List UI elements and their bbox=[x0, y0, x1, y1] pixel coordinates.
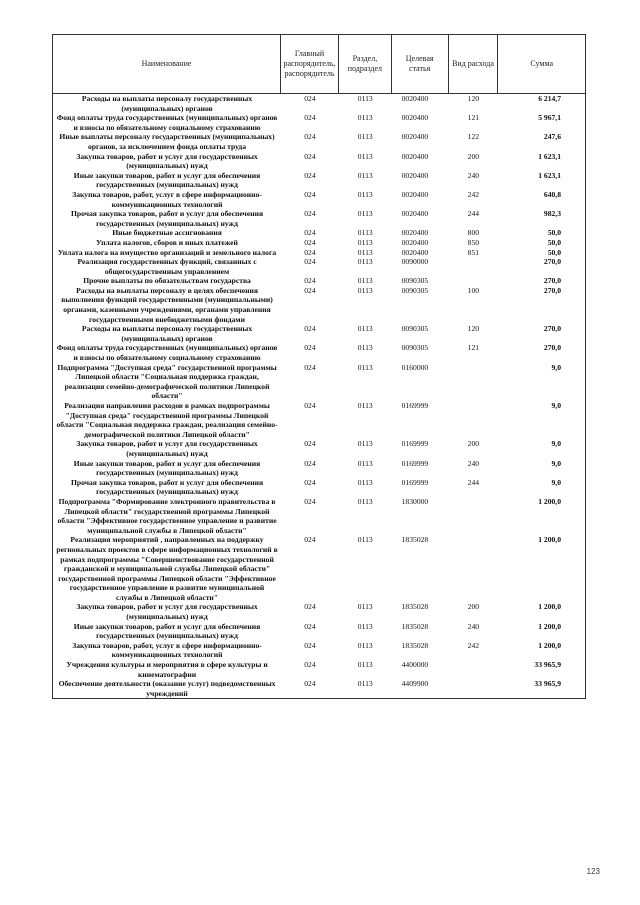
table-row bbox=[53, 113, 585, 132]
cell-gl: 024 bbox=[304, 276, 316, 286]
cell-vr: 240 bbox=[467, 621, 480, 631]
table-row bbox=[53, 459, 585, 478]
cell-rz: 0113 bbox=[357, 640, 373, 650]
cell-name: Обеспечение деятельности (оказание услуг) подведомственных учреждений bbox=[58, 679, 276, 698]
cell-vr bbox=[448, 535, 498, 602]
cell-vr: 242 bbox=[467, 189, 480, 199]
cell-rz: 0113 bbox=[357, 113, 373, 123]
cell-name: Реализация мероприятий , направленных на поддержку региональных проектов в сфере информационных технологий в рамках подпрограммы "Совершенствование государственной гражданской и муниципальной службы Липецкой области" государственной программы Липецкой области "Эффективное государственное управление и развитие муниципальной службы в Липецкой области" bbox=[56, 535, 278, 602]
cell-gl: 024 bbox=[304, 237, 316, 247]
cell-gl: 024 bbox=[304, 602, 316, 612]
cell-gl: 024 bbox=[304, 170, 316, 180]
cell-rz: 0113 bbox=[357, 276, 373, 286]
cell-sum: 640,8 bbox=[543, 189, 561, 199]
cell-vr: 244 bbox=[467, 477, 480, 487]
cell-sum: 9,0 bbox=[551, 458, 561, 468]
cell-name: Закупка товаров, работ, услуг в сфере информационно-коммуникационных технологий bbox=[72, 189, 262, 209]
cell-cs: 0020400 bbox=[401, 237, 429, 247]
cell-cs: 0160000 bbox=[401, 362, 429, 372]
cell-cs: 1835028 bbox=[401, 640, 429, 650]
cell-vr: 242 bbox=[467, 640, 480, 650]
cell-gl: 024 bbox=[304, 113, 316, 123]
cell-name: Уплата налога на имущество организаций и земельного налога bbox=[57, 247, 277, 257]
cell-rz: 0113 bbox=[357, 401, 373, 410]
cell-sum: 9,0 bbox=[551, 362, 561, 372]
cell-sum: 50,0 bbox=[547, 228, 561, 238]
page-number: 123 bbox=[586, 867, 600, 876]
budget-table bbox=[52, 34, 586, 699]
cell-sum: 1 623,1 bbox=[538, 151, 561, 161]
cell-sum: 9,0 bbox=[551, 439, 561, 449]
header-name: Наименование bbox=[53, 35, 281, 93]
table-row bbox=[53, 209, 585, 228]
cell-sum: 6 214,7 bbox=[538, 94, 561, 103]
cell-name: Прочая закупка товаров, работ и услуг для обеспечения государственных (муниципальных) нужд bbox=[70, 209, 264, 228]
cell-vr: 200 bbox=[467, 602, 480, 612]
table-row bbox=[53, 622, 585, 641]
cell-sum: 247,6 bbox=[543, 132, 561, 142]
cell-vr: 100 bbox=[467, 285, 480, 295]
table-row bbox=[53, 401, 585, 439]
cell-name: Закупка товаров, работ, услуг в сфере информационно-коммуникационных технологий bbox=[72, 640, 262, 660]
header-glavny: Главный распорядитель, распорядитель bbox=[281, 35, 339, 93]
cell-rz: 0113 bbox=[357, 660, 373, 670]
table-row bbox=[53, 535, 585, 602]
cell-gl: 024 bbox=[304, 228, 316, 238]
table-row bbox=[53, 276, 585, 286]
cell-cs: 0020400 bbox=[401, 228, 429, 238]
cell-rz: 0113 bbox=[357, 458, 373, 468]
cell-name: Подпрограмма "Доступная среда" государственной программы Липецкой области "Социальная поддержка граждан, реализация семейно-демографической политики Липецкой области" bbox=[57, 362, 277, 401]
cell-gl: 024 bbox=[304, 679, 316, 689]
table-row bbox=[53, 497, 585, 535]
cell-rz: 0113 bbox=[357, 132, 373, 142]
table-header bbox=[53, 35, 585, 94]
cell-name: Уплата налогов, сборов и иных платежей bbox=[96, 237, 238, 247]
cell-cs: 1835028 bbox=[401, 602, 429, 612]
cell-cs: 0090305 bbox=[401, 285, 429, 295]
cell-cs: 4409900 bbox=[401, 679, 429, 689]
table-row bbox=[53, 248, 585, 258]
cell-vr: 200 bbox=[467, 439, 480, 449]
table-row bbox=[53, 343, 585, 362]
cell-sum: 1 200,0 bbox=[538, 640, 561, 650]
cell-rz: 0113 bbox=[357, 602, 373, 612]
cell-gl: 024 bbox=[304, 324, 316, 334]
cell-vr bbox=[448, 401, 498, 439]
cell-name: Закупка товаров, работ и услуг для государственных (муниципальных) нужд bbox=[76, 602, 258, 622]
cell-rz: 0113 bbox=[357, 621, 373, 631]
cell-rz: 0113 bbox=[357, 496, 373, 506]
cell-rz: 0113 bbox=[357, 151, 373, 161]
cell-gl: 024 bbox=[304, 535, 316, 545]
table-body bbox=[53, 94, 585, 698]
cell-gl: 024 bbox=[304, 189, 316, 199]
cell-vr: 120 bbox=[467, 324, 480, 334]
cell-rz: 0113 bbox=[357, 94, 373, 103]
cell-cs: 0090305 bbox=[401, 276, 429, 286]
cell-gl: 024 bbox=[304, 621, 316, 631]
cell-gl: 024 bbox=[304, 94, 316, 103]
table-row bbox=[53, 190, 585, 209]
table-row bbox=[53, 132, 585, 151]
cell-name: Фонд оплаты труда государственных (муниципальных) органов и взносы по обязательному социальному страхованию bbox=[56, 343, 278, 363]
cell-sum: 1 623,1 bbox=[538, 170, 561, 180]
table-row bbox=[53, 152, 585, 171]
cell-vr: 122 bbox=[467, 132, 480, 142]
cell-sum: 1 200,0 bbox=[538, 535, 561, 545]
cell-sum: 9,0 bbox=[551, 401, 561, 410]
cell-name: Прочая закупка товаров, работ и услуг для обеспечения государственных (муниципальных) нужд bbox=[70, 477, 264, 497]
cell-gl: 024 bbox=[304, 401, 316, 410]
cell-rz: 0113 bbox=[357, 477, 373, 487]
cell-cs: 0020400 bbox=[401, 151, 429, 161]
cell-cs: 0020400 bbox=[401, 247, 429, 257]
cell-name: Реализация направления расходов в рамках подпрограммы "Доступная среда" государственной программы Липецкой области "Социальная поддержка граждан, реализация семейно-демографической политики Липецкой области" bbox=[56, 401, 278, 439]
cell-rz: 0113 bbox=[357, 679, 373, 689]
cell-gl: 024 bbox=[304, 496, 316, 506]
cell-vr: 121 bbox=[467, 343, 480, 353]
table-row bbox=[53, 679, 585, 698]
cell-cs: 0169999 bbox=[401, 439, 429, 449]
cell-sum: 1 200,0 bbox=[538, 602, 561, 612]
cell-gl: 024 bbox=[304, 132, 316, 142]
cell-gl: 024 bbox=[304, 257, 316, 267]
cell-rz: 0113 bbox=[357, 257, 373, 267]
cell-rz: 0113 bbox=[357, 209, 373, 219]
cell-sum: 270,0 bbox=[543, 276, 561, 286]
table-row bbox=[53, 324, 585, 343]
cell-vr: 121 bbox=[467, 113, 480, 123]
cell-rz: 0113 bbox=[357, 189, 373, 199]
table-row bbox=[53, 660, 585, 679]
cell-sum: 1 200,0 bbox=[538, 496, 561, 506]
cell-cs: 0020400 bbox=[401, 132, 429, 142]
cell-gl: 024 bbox=[304, 343, 316, 353]
cell-vr bbox=[448, 497, 498, 535]
cell-sum: 270,0 bbox=[543, 285, 561, 295]
table-row bbox=[53, 171, 585, 190]
cell-vr: 240 bbox=[467, 458, 480, 468]
cell-name: Закупка товаров, работ и услуг для государственных (муниципальных) нужд bbox=[76, 151, 258, 171]
cell-gl: 024 bbox=[304, 640, 316, 650]
cell-rz: 0113 bbox=[357, 343, 373, 353]
table-row bbox=[53, 478, 585, 497]
cell-name: Расходы на выплаты персоналу государственных (муниципальных) органов bbox=[81, 324, 253, 343]
cell-vr bbox=[448, 679, 498, 698]
cell-cs: 0020400 bbox=[401, 113, 429, 123]
cell-gl: 024 bbox=[304, 458, 316, 468]
cell-rz: 0113 bbox=[357, 247, 373, 257]
cell-rz: 0113 bbox=[357, 439, 373, 449]
cell-vr bbox=[448, 276, 498, 286]
cell-cs: 0090000 bbox=[401, 257, 429, 267]
cell-rz: 0113 bbox=[357, 324, 373, 334]
cell-vr bbox=[448, 660, 498, 679]
header-summa: Сумма bbox=[530, 59, 554, 68]
table-row bbox=[53, 257, 585, 276]
table-row bbox=[53, 602, 585, 621]
cell-name: Иные выплаты персоналу государственных (муниципальных) органов, за исключением фонда оплаты труда bbox=[59, 132, 275, 151]
cell-gl: 024 bbox=[304, 439, 316, 449]
cell-sum: 9,0 bbox=[551, 477, 561, 487]
cell-name: Реализация государственных функций, связанных с общегосударственным управлением bbox=[77, 257, 257, 276]
cell-rz: 0113 bbox=[357, 535, 373, 545]
cell-sum: 33 965,9 bbox=[534, 660, 561, 670]
cell-cs: 0169999 bbox=[401, 477, 429, 487]
cell-cs: 1830000 bbox=[401, 496, 429, 506]
cell-vr: 851 bbox=[467, 247, 480, 257]
cell-vr bbox=[448, 363, 498, 401]
cell-vr: 800 bbox=[467, 228, 480, 238]
cell-name: Подпрограмма "Формирование электронного правительства в Липецкой области" государственной программы Липецкой области "Эффективное государственное управление и развитие муниципальной службы в Липецкой области" bbox=[57, 496, 277, 535]
header-vid: Вид расхода bbox=[449, 35, 499, 93]
cell-sum: 1 200,0 bbox=[538, 621, 561, 631]
cell-cs: 0020400 bbox=[401, 94, 429, 103]
table-row bbox=[53, 228, 585, 238]
cell-gl: 024 bbox=[304, 362, 316, 372]
cell-name: Закупка товаров, работ и услуг для государственных (муниципальных) нужд bbox=[76, 439, 258, 458]
cell-name: Расходы на выплаты персоналу в целях обеспечения выполнения функций государственными (муниципальными) органами, казенными учреждениями, органами управления государственными внебюджетными фондами bbox=[61, 285, 273, 324]
cell-name: Расходы на выплаты персоналу государственных (муниципальных) органов bbox=[81, 94, 253, 113]
cell-vr: 244 bbox=[467, 209, 480, 219]
cell-vr: 120 bbox=[467, 94, 480, 103]
table-row bbox=[53, 238, 585, 248]
cell-cs: 0090305 bbox=[401, 324, 429, 334]
table-row bbox=[53, 94, 585, 113]
cell-rz: 0113 bbox=[357, 285, 373, 295]
cell-rz: 0113 bbox=[357, 237, 373, 247]
cell-name: Иные закупки товаров, работ и услуг для обеспечения государственных (муниципальных) нужд bbox=[73, 458, 261, 478]
cell-gl: 024 bbox=[304, 660, 316, 670]
cell-cs: 0169999 bbox=[401, 401, 429, 410]
cell-cs: 0020400 bbox=[401, 209, 429, 219]
cell-rz: 0113 bbox=[357, 170, 373, 180]
table-row bbox=[53, 286, 585, 324]
cell-cs: 1835028 bbox=[401, 621, 429, 631]
cell-rz: 0113 bbox=[357, 228, 373, 238]
cell-gl: 024 bbox=[304, 209, 316, 219]
cell-cs: 0020400 bbox=[401, 189, 429, 199]
cell-vr: 240 bbox=[467, 170, 480, 180]
header-statya: Целевая статья bbox=[392, 35, 449, 93]
table-row bbox=[53, 641, 585, 660]
header-razdel: Раздел, подраздел bbox=[339, 35, 392, 93]
cell-sum: 5 967,1 bbox=[538, 113, 561, 123]
cell-cs: 0020400 bbox=[401, 170, 429, 180]
cell-name: Прочие выплаты по обязательствам государства bbox=[83, 276, 251, 286]
cell-name: Иные бюджетные ассигнования bbox=[112, 228, 222, 238]
cell-vr bbox=[448, 257, 498, 276]
cell-name: Фонд оплаты труда государственных (муниципальных) органов и взносы по обязательному социальному страхованию bbox=[56, 113, 278, 132]
cell-cs: 0090305 bbox=[401, 343, 429, 353]
cell-sum: 270,0 bbox=[543, 324, 561, 334]
cell-cs: 1835028 bbox=[401, 535, 429, 545]
table-row bbox=[53, 439, 585, 458]
cell-cs: 0169999 bbox=[401, 458, 429, 468]
cell-sum: 270,0 bbox=[543, 257, 561, 267]
cell-gl: 024 bbox=[304, 477, 316, 487]
cell-rz: 0113 bbox=[357, 362, 373, 372]
cell-name: Учреждения культуры и мероприятия в сфере культуры и кинематографии bbox=[66, 660, 268, 679]
table-row bbox=[53, 363, 585, 401]
cell-gl: 024 bbox=[304, 151, 316, 161]
cell-sum: 50,0 bbox=[547, 247, 561, 257]
cell-cs: 4400000 bbox=[401, 660, 429, 670]
cell-vr: 850 bbox=[467, 237, 480, 247]
cell-name: Иные закупки товаров, работ и услуг для обеспечения государственных (муниципальных) нужд bbox=[73, 170, 261, 190]
cell-sum: 982,3 bbox=[543, 209, 561, 219]
cell-gl: 024 bbox=[304, 247, 316, 257]
cell-vr: 200 bbox=[467, 151, 480, 161]
cell-sum: 33 965,9 bbox=[534, 679, 561, 689]
cell-sum: 270,0 bbox=[543, 343, 561, 353]
cell-gl: 024 bbox=[304, 285, 316, 295]
cell-sum: 50,0 bbox=[547, 237, 561, 247]
cell-name: Иные закупки товаров, работ и услуг для обеспечения государственных (муниципальных) нужд bbox=[73, 621, 261, 641]
